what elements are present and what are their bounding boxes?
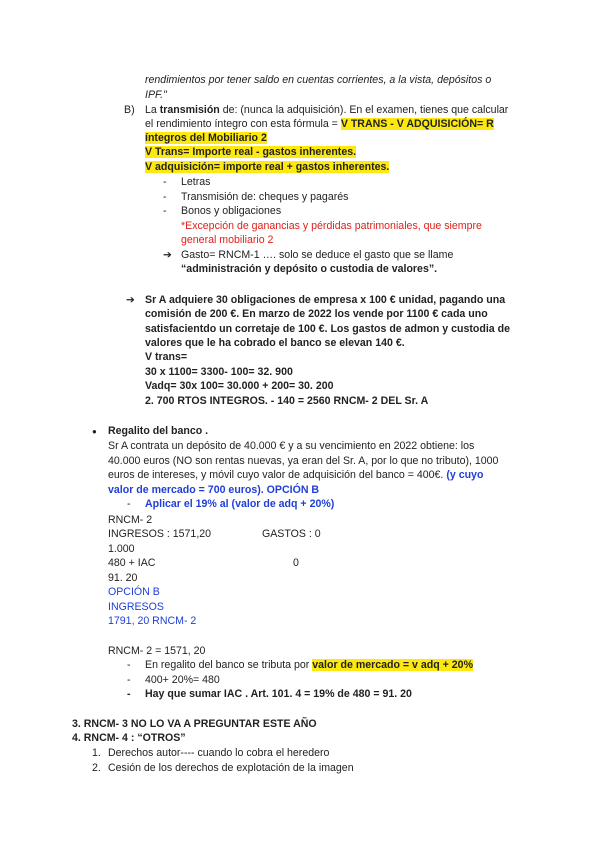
section-b-marker: B) [124, 104, 135, 116]
market-value-highlight: valor de mercado = v adq + 20% [312, 659, 473, 671]
exception-line-2: general mobiliario 2 [181, 234, 274, 246]
gasto-line-1: Gasto= RNCM-1 …. solo se deduce el gasto que se llame [181, 249, 454, 261]
arrow-icon: ➔ [163, 249, 172, 261]
gasto-line-2: “administración y depósito o custodia de valores”. [181, 263, 438, 275]
apply-19-note: Aplicar el 19% al (valor de adq + 20%) [145, 498, 335, 510]
regalo-para-3 [108, 468, 483, 482]
example-line-1: Sr A adquiere 30 obligaciones de empresa x 100 € unidad, pagando una [145, 294, 506, 306]
regalo-bullet-3: Hay que sumar IAC . Art. 101. 4 = 19% de 480 = 91. 20 [145, 688, 412, 700]
value-iac: 480 + IAC [108, 557, 156, 569]
text: La [145, 104, 160, 116]
exception-line-1: *Excepción de ganancias y pérdidas patrimoniales, que siempre [181, 220, 482, 232]
section-b-line-2 [145, 117, 494, 131]
ingresos-b-label: INGRESOS [108, 601, 164, 613]
rncm2-label: RNCM- 2 [108, 514, 153, 526]
arrow-icon: ➔ [126, 294, 135, 306]
text: euros de intereses, y móvil cuyo valor de adquisición del banco = 400€. [108, 469, 447, 481]
quote-line-2: IPF." [145, 89, 167, 101]
rncm2-total: RNCM- 2 = 1571, 20 [108, 645, 206, 657]
opcion-b-label: OPCIÓN B [108, 586, 160, 598]
regalo-para-1: Sr A contrata un depósito de 40.000 € y a su vencimiento en 2022 obtiene: los [108, 440, 475, 452]
list-number: 1. [92, 747, 101, 759]
example-line-8: 2. 700 RTOS INTEGROS. - 140 = 2560 RNCM- 2 DEL Sr. A [145, 395, 429, 407]
list-number: 2. [92, 762, 101, 774]
bullet-transmision: Transmisión de: cheques y pagarés [181, 191, 349, 203]
bullet-icon: ● [92, 427, 97, 436]
example-line-3: satisfacientdo un corretaje de 100 €. Los gastos de admon y custodia de [145, 323, 511, 335]
regalo-bullet-1 [145, 658, 473, 672]
section-b-line-1 [145, 103, 508, 117]
value-zero: 0 [293, 557, 299, 569]
text: En regalito del banco se tributa por [145, 659, 313, 671]
dash-marker: - [163, 205, 167, 217]
list-item: Derechos autor---- cuando lo cobra el heredero [108, 747, 330, 759]
example-line-7: Vadq= 30x 100= 30.000 + 200= 30. 200 [145, 380, 334, 392]
formula-highlight: V Trans= Importe real - gastos inherentes. [145, 146, 357, 158]
regalo-para-2: 40.000 euros (NO son rentas nuevas, ya eran del Sr. A, por lo que no tributo), 1000 [108, 455, 499, 467]
regalo-title: Regalito del banco . [108, 425, 209, 437]
quote-line-1: rendimientos por tener saldo en cuentas corrientes, a la vista, depósitos o [145, 74, 492, 86]
value-1000: 1.000 [108, 543, 135, 555]
dash-marker: - [127, 688, 131, 700]
dash-marker: - [127, 674, 131, 686]
ingresos-value: INGRESOS : 1571,20 [108, 528, 212, 540]
dash-marker: - [127, 498, 131, 510]
formula-highlight: V adquisición= importe real + gastos inherentes. [145, 161, 390, 173]
formula-vadq [145, 160, 389, 174]
market-value-note: (y cuyo [446, 469, 484, 481]
regalo-bullet-2: 400+ 20%= 480 [145, 674, 220, 686]
formula-line-3 [145, 131, 267, 145]
bullet-letras: Letras [181, 176, 211, 188]
regalo-para-4: valor de mercado = 700 euros). OPCIÓN B [108, 484, 320, 496]
value-9120: 91. 20 [108, 572, 138, 584]
text: el rendimiento íntegro con esta fórmula = [145, 118, 341, 130]
example-line-4: valores que le ha cobrado el banco se elevan 140 €. [145, 337, 405, 349]
formula-highlight: V TRANS - V ADQUISICIÓN= R [340, 118, 494, 130]
gastos-value: GASTOS : 0 [262, 528, 321, 540]
value-1791: 1791, 20 RNCM- 2 [108, 615, 197, 627]
example-line-6: 30 x 1100= 3300- 100= 32. 900 [145, 366, 293, 378]
list-item: Cesión de los derechos de explotación de la imagen [108, 762, 354, 774]
dash-marker: - [127, 659, 131, 671]
bold-transmision: transmisión [159, 104, 220, 116]
example-line-2: comisión de 200 €. En marzo de 2022 los vende por 1100 € cada uno [145, 308, 488, 320]
formula-highlight: íntegros del Mobiliario 2 [145, 132, 267, 144]
heading-rncm4: 4. RNCM- 4 : “OTROS” [72, 732, 186, 744]
text: de: (nunca la adquisición). En el examen, tienes que calcular [219, 104, 509, 116]
heading-rncm3: 3. RNCM- 3 NO LO VA A PREGUNTAR ESTE AÑO [72, 718, 317, 730]
example-line-5: V trans= [145, 351, 188, 363]
formula-vtrans [145, 145, 356, 159]
dash-marker: - [163, 176, 167, 188]
dash-marker: - [163, 191, 167, 203]
bullet-bonos: Bonos y obligaciones [181, 205, 282, 217]
